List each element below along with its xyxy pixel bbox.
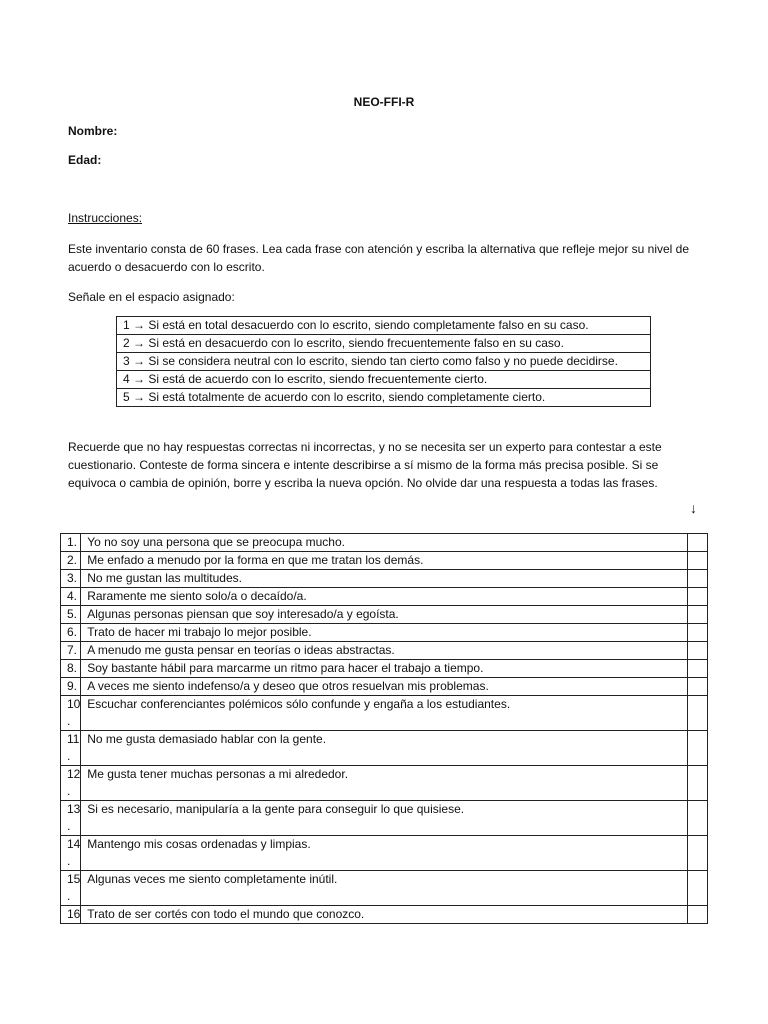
answer-cell[interactable] bbox=[687, 696, 707, 731]
scale-option: 1 → Si está en total desacuerdo con lo escrito, siendo completamente falso en su caso. bbox=[117, 317, 651, 335]
item-text: Algunas personas piensan que soy interesado/a y egoísta. bbox=[81, 606, 688, 624]
answer-cell[interactable] bbox=[687, 906, 707, 924]
item-number: 1. bbox=[61, 534, 81, 552]
table-row bbox=[61, 606, 708, 624]
table-row bbox=[61, 552, 708, 570]
item-number bbox=[61, 871, 81, 906]
scale-option: 3 → Si se considera neutral con lo escrito, siendo tan cierto como falso y no puede decidirse. bbox=[117, 353, 651, 371]
scale-row bbox=[117, 317, 651, 335]
scale-row bbox=[117, 335, 651, 353]
age-label: Edad: bbox=[68, 153, 102, 167]
item-text: A menudo me gusta pensar en teorías o ideas abstractas. bbox=[81, 642, 688, 660]
item-number: 2. bbox=[61, 552, 81, 570]
answer-cell[interactable] bbox=[687, 570, 707, 588]
arrow-down-icon: ↓ bbox=[690, 500, 697, 516]
item-text: Algunas veces me siento completamente inútil. bbox=[81, 871, 688, 906]
item-text: Soy bastante hábil para marcarme un ritmo para hacer el trabajo a tiempo. bbox=[81, 660, 688, 678]
table-row bbox=[61, 801, 708, 836]
item-number-text: 15 . bbox=[67, 872, 81, 903]
item-number: 4. bbox=[61, 588, 81, 606]
item-text: Me enfado a menudo por la forma en que me tratan los demás. bbox=[81, 552, 688, 570]
instructions-heading: Instrucciones: bbox=[68, 211, 143, 225]
item-text: No me gustan las multitudes. bbox=[81, 570, 688, 588]
table-row bbox=[61, 588, 708, 606]
response-scale-table bbox=[116, 316, 651, 407]
item-number: 7. bbox=[61, 642, 81, 660]
instructions-paragraph: Este inventario consta de 60 frases. Lea cada frase con atención y escriba la alternativa que refleje mejor su nivel de acuerdo o desacuerdo con lo escrito. bbox=[68, 242, 690, 274]
item-number-text: 13 . bbox=[67, 802, 81, 833]
item-number: 16 bbox=[61, 906, 81, 924]
item-text: Escuchar conferenciantes polémicos sólo confunde y engaña a los estudiantes. bbox=[81, 696, 688, 731]
item-number bbox=[61, 766, 81, 801]
item-number bbox=[61, 731, 81, 766]
item-text: No me gusta demasiado hablar con la gente. bbox=[81, 731, 688, 766]
name-label: Nombre: bbox=[68, 124, 118, 138]
answer-cell[interactable] bbox=[687, 552, 707, 570]
answer-cell[interactable] bbox=[687, 766, 707, 801]
item-text: A veces me siento indefenso/a y deseo que otros resuelvan mis problemas. bbox=[81, 678, 688, 696]
answer-cell[interactable] bbox=[687, 642, 707, 660]
scale-option: 5 → Si está totalmente de acuerdo con lo escrito, siendo completamente cierto. bbox=[117, 389, 651, 407]
item-text: Mantengo mis cosas ordenadas y limpias. bbox=[81, 836, 688, 871]
answer-cell[interactable] bbox=[687, 588, 707, 606]
item-text: Yo no soy una persona que se preocupa mucho. bbox=[81, 534, 688, 552]
scale-row bbox=[117, 353, 651, 371]
reminder-paragraph: Recuerde que no hay respuestas correctas ni incorrectas, y no se necesita ser un experto para contestar a este cuestionario. Conteste de forma sincera e intente describirse a sí mismo de la forma más precisa posible. Si se equivoca o cambia de opinión, borre y escriba la nueva opción. No olvide dar una respuesta a todas las frases. bbox=[68, 440, 662, 490]
answer-cell[interactable] bbox=[687, 678, 707, 696]
item-number-text: 10 . bbox=[67, 697, 81, 728]
item-number: 9. bbox=[61, 678, 81, 696]
item-number bbox=[61, 836, 81, 871]
item-text: Raramente me siento solo/a o decaído/a. bbox=[81, 588, 688, 606]
answer-cell[interactable] bbox=[687, 801, 707, 836]
scale-option: 2 → Si está en desacuerdo con lo escrito, siendo frecuentemente falso en su caso. bbox=[117, 335, 651, 353]
item-number-text: 12 . bbox=[67, 767, 81, 798]
item-number bbox=[61, 696, 81, 731]
items-table bbox=[60, 533, 708, 924]
table-row bbox=[61, 624, 708, 642]
table-row bbox=[61, 766, 708, 801]
answer-cell[interactable] bbox=[687, 660, 707, 678]
item-text: Trato de ser cortés con todo el mundo que conozco. bbox=[81, 906, 688, 924]
item-number-text: 14 . bbox=[67, 837, 81, 868]
table-row bbox=[61, 660, 708, 678]
scale-row bbox=[117, 389, 651, 407]
scale-intro: Señale en el espacio asignado: bbox=[68, 290, 235, 304]
item-number-text: 11 . bbox=[67, 732, 80, 763]
table-row bbox=[61, 696, 708, 731]
answer-cell[interactable] bbox=[687, 606, 707, 624]
table-row bbox=[61, 836, 708, 871]
answer-cell[interactable] bbox=[687, 624, 707, 642]
page-title: NEO-FFI-R bbox=[353, 95, 415, 109]
table-row bbox=[61, 570, 708, 588]
answer-cell[interactable] bbox=[687, 836, 707, 871]
item-text: Me gusta tener muchas personas a mi alrededor. bbox=[81, 766, 688, 801]
table-row bbox=[61, 731, 708, 766]
item-number bbox=[61, 801, 81, 836]
item-number: 5. bbox=[61, 606, 81, 624]
table-row bbox=[61, 871, 708, 906]
scale-row bbox=[117, 371, 651, 389]
table-row bbox=[61, 678, 708, 696]
scale-option: 4 → Si está de acuerdo con lo escrito, siendo frecuentemente cierto. bbox=[117, 371, 651, 389]
item-number: 6. bbox=[61, 624, 81, 642]
answer-cell[interactable] bbox=[687, 871, 707, 906]
table-row bbox=[61, 906, 708, 924]
table-row bbox=[61, 534, 708, 552]
item-number: 8. bbox=[61, 660, 81, 678]
item-text: Si es necesario, manipularía a la gente para conseguir lo que quisiese. bbox=[81, 801, 688, 836]
table-row bbox=[61, 642, 708, 660]
item-text: Trato de hacer mi trabajo lo mejor posible. bbox=[81, 624, 688, 642]
answer-cell[interactable] bbox=[687, 534, 707, 552]
item-number: 3. bbox=[61, 570, 81, 588]
answer-cell[interactable] bbox=[687, 731, 707, 766]
